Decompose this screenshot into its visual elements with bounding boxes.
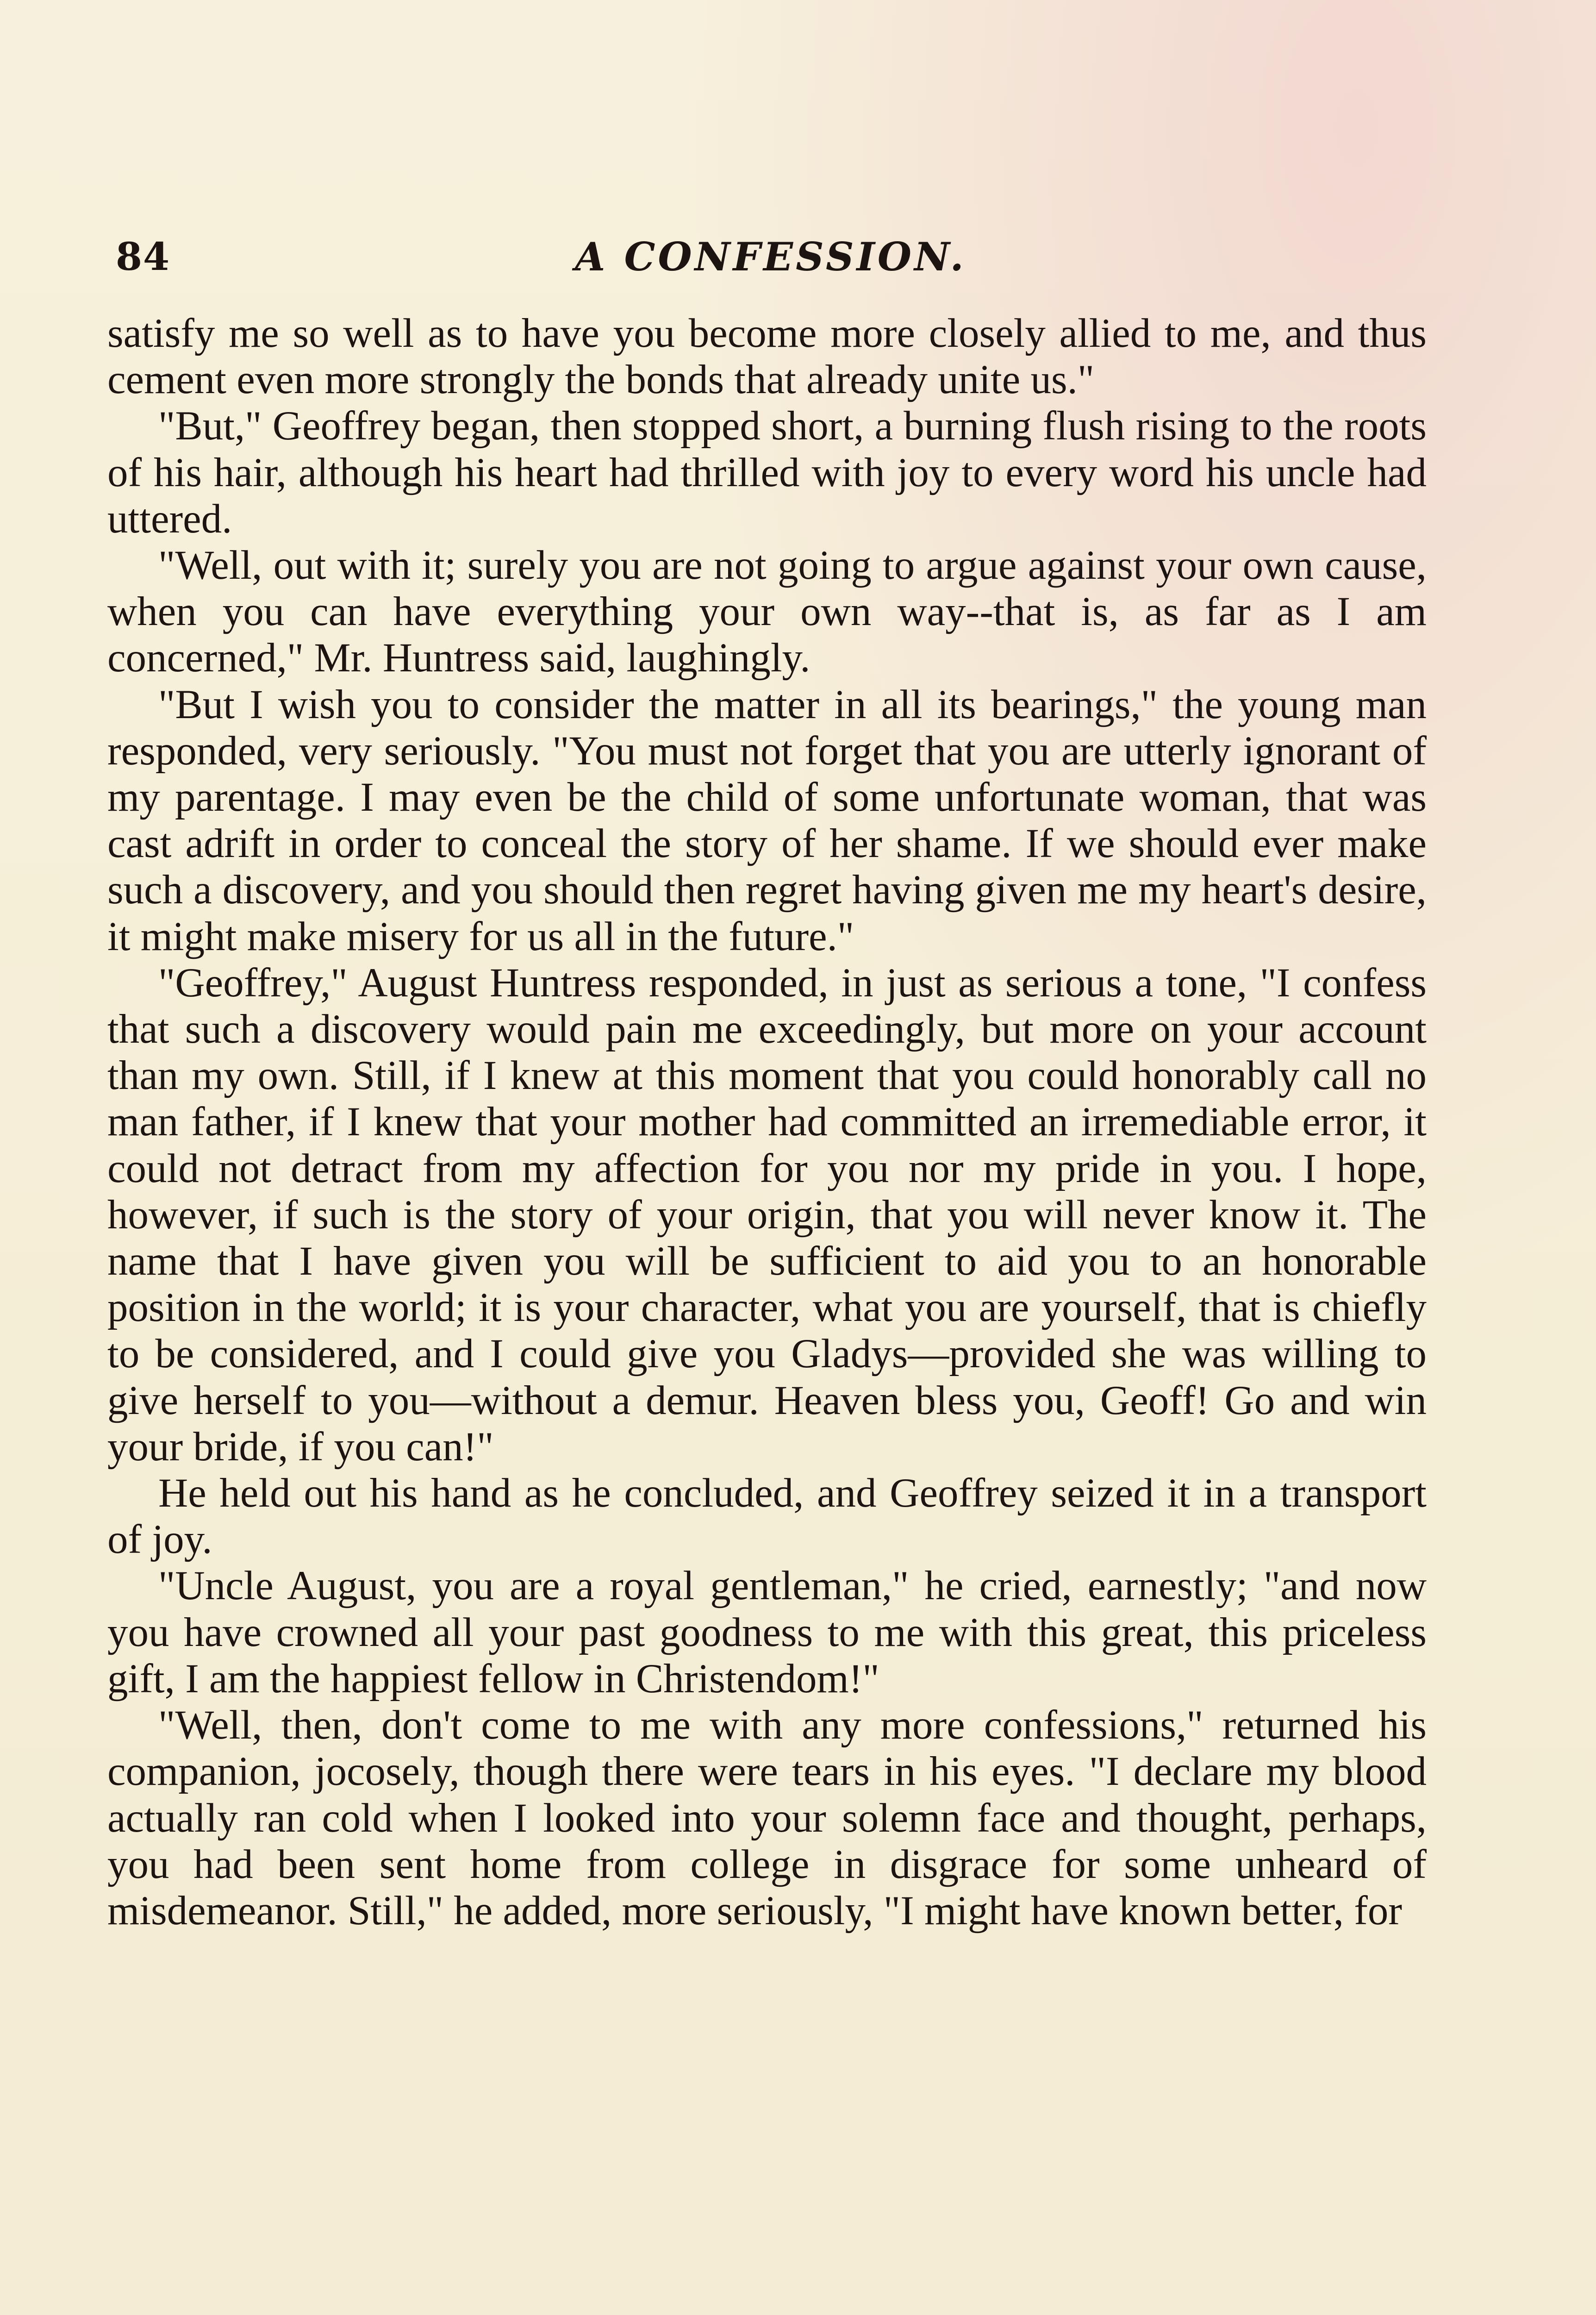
paragraph: "But I wish you to consider the matter in all its bearings," the young man responded, very seriously. "You must not forget that you are utterly ignorant of my parentage. I may even be the child of some unfortunate woman, that was cast adrift in order to conceal the story of her shame. If we should ever make such a discovery, and you should then regret having given me my heart's desire, it might make misery for us all in the future." [107, 682, 1427, 959]
paragraph: "Well, then, don't come to me with any more confessions," returned his companion, jocosely, though there were tears in his eyes. "I declare my blood actually ran cold when I looked into your solemn face and thought, perhaps, you had been sent home from college in disgrace for some unheard of misdemeanor. Still," he added, more seriously, "I might have known better, for [107, 1702, 1427, 1933]
paragraph: He held out his hand as he concluded, and Geoffrey seized it in a transport of joy. [107, 1470, 1427, 1563]
paragraph: satisfy me so well as to have you become more closely allied to me, and thus cement even more strongly the bonds that already unite us." [107, 311, 1427, 403]
running-head: A CONFESSION. [575, 234, 966, 280]
page-header [116, 222, 1426, 292]
body-text [107, 310, 1427, 1934]
paragraph: "Geoffrey," August Huntress responded, in just as serious a tone, "I confess that such a discovery would pain me exceedingly, but more on your account than my own. Still, if I knew at this moment that you could honorably call no man father, if I knew that your mother had committed an irremediable error, it could not detract from my affection for you nor my pride in you. I hope, however, if such is the story of your origin, that you will never know it. The name that I have given you will be sufficient to aid you to an honorable position in the world; it is your character, what you are yourself, that is chiefly to be considered, and I could give you Gladys—provided she was willing to give herself to you—without a demur. Heaven bless you, Geoff! Go and win your bride, if you can!" [107, 960, 1427, 1470]
page-number: 84 [116, 235, 171, 279]
paragraph: "Uncle August, you are a royal gentleman," he cried, earnestly; "and now you have crowned all your past goodness to me with this great, this priceless gift, I am the happiest fellow in Christendom!" [107, 1563, 1427, 1702]
paragraph: "Well, out with it; surely you are not going to argue against your own cause, when you can have everything your own way--that is, as far as I am concerned," Mr. Huntress said, laughingly. [107, 543, 1427, 681]
paragraph: "But," Geoffrey began, then stopped short, a burning flush rising to the roots of his hair, although his heart had thrilled with joy to every word his uncle had uttered. [107, 403, 1427, 542]
